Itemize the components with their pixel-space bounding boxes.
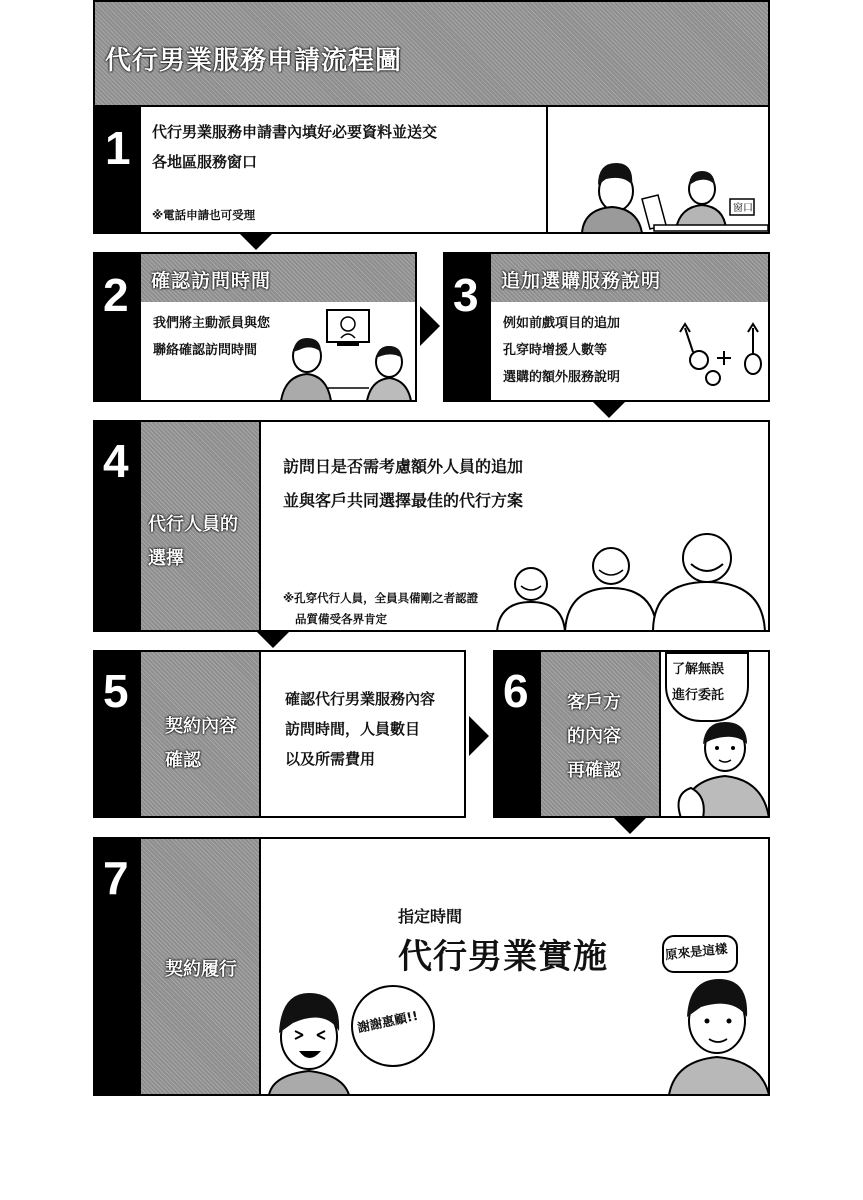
step-3-header: 追加選購服務說明 xyxy=(501,270,662,292)
step-6-side-line-1: 客戶方 xyxy=(567,692,621,713)
step-4-note-1: ※孔穿代行人員，全員具備剛之者認證 xyxy=(283,591,479,605)
step-3-line-2: 孔穿時增援人數等 xyxy=(503,343,608,358)
step-5-panel xyxy=(93,650,466,818)
step-2-panel xyxy=(93,252,417,402)
step-2-header: 確認訪問時間 xyxy=(151,270,272,292)
step-5-line-1: 確認代行男業服務內容 xyxy=(285,690,436,708)
title-banner xyxy=(93,0,770,107)
arrow-5-to-6 xyxy=(469,716,489,756)
step-5-side-line-1: 契約內容 xyxy=(165,716,237,737)
step-6-number: 6 xyxy=(503,665,529,717)
step-4-line-1: 訪問日是否需考慮額外人員的追加 xyxy=(283,457,524,476)
step-4-side-line-2: 選擇 xyxy=(148,548,184,569)
step-3-line-1: 例如前戲項目的追加 xyxy=(503,316,621,331)
step-2-number: 2 xyxy=(103,269,129,321)
step-1-line-2: 各地區服務窗口 xyxy=(152,153,258,171)
step-2-line-2: 聯絡確認訪問時間 xyxy=(153,343,258,358)
arrow-4-to-5 xyxy=(256,631,290,648)
counter-scene-illustration xyxy=(550,107,768,233)
step-4-panel xyxy=(93,420,770,632)
smiling-man-illustration xyxy=(661,971,769,1095)
muscle-men-illustration xyxy=(493,532,767,632)
step-7-number: 7 xyxy=(103,852,129,904)
step-5-number: 5 xyxy=(103,665,129,717)
bubble-confirm-line-1: 了解無誤 xyxy=(672,662,725,677)
step-7-side-label: 契約履行 xyxy=(165,959,237,980)
step-6-side-line-3: 再確認 xyxy=(567,760,621,781)
step-1-panel xyxy=(93,105,770,234)
arrow-1-to-2 xyxy=(239,233,273,250)
step-4-line-2: 並與客戶共同選擇最佳的代行方案 xyxy=(283,491,524,510)
video-call-illustration xyxy=(281,306,415,401)
step-5-line-3: 以及所需費用 xyxy=(285,750,376,768)
step-3-panel xyxy=(443,252,770,402)
thinking-man-illustration xyxy=(667,714,769,818)
step-5-line-2: 訪問時間，人員數目 xyxy=(285,720,421,738)
page-title: 代行男業服務申請流程圖 xyxy=(105,46,403,76)
step-1-divider xyxy=(546,107,548,232)
svg-text:窗口: 窗口 xyxy=(733,203,753,214)
step-6-panel xyxy=(493,650,770,818)
step-4-side-line-1: 代行人員的 xyxy=(148,514,238,535)
step-7-big-title: 代行男業實施 xyxy=(398,937,608,977)
step-2-line-1: 我們將主動派員與您 xyxy=(153,316,271,331)
step-3-line-3: 選購的額外服務說明 xyxy=(503,370,621,385)
bubble-understood-text: 原來是這樣 xyxy=(664,940,729,963)
bubble-thanks-text: 謝謝惠顧!! xyxy=(356,1007,420,1036)
happy-man-illustration xyxy=(263,979,353,1095)
step-7-small-title: 指定時間 xyxy=(398,907,463,926)
step-3-number: 3 xyxy=(453,269,479,321)
step-1-note: ※電話申請也可受理 xyxy=(152,208,256,222)
arrow-2-to-3 xyxy=(420,306,440,346)
bubble-confirm-line-2: 進行委託 xyxy=(672,688,725,703)
step-7-panel xyxy=(93,837,770,1096)
step-4-number: 4 xyxy=(103,435,129,487)
arrow-3-to-4 xyxy=(592,401,626,418)
step-4-note-2: 品質備受各界肯定 xyxy=(295,612,387,626)
step-1-line-1: 代行男業服務申請書內填好必要資料並送交 xyxy=(152,123,438,141)
step-6-side-line-2: 的內容 xyxy=(567,726,621,747)
step-1-number: 1 xyxy=(105,122,131,174)
gender-symbols-icon xyxy=(677,320,767,390)
arrow-6-to-7 xyxy=(613,817,647,834)
step-5-side-line-2: 確認 xyxy=(165,750,201,771)
